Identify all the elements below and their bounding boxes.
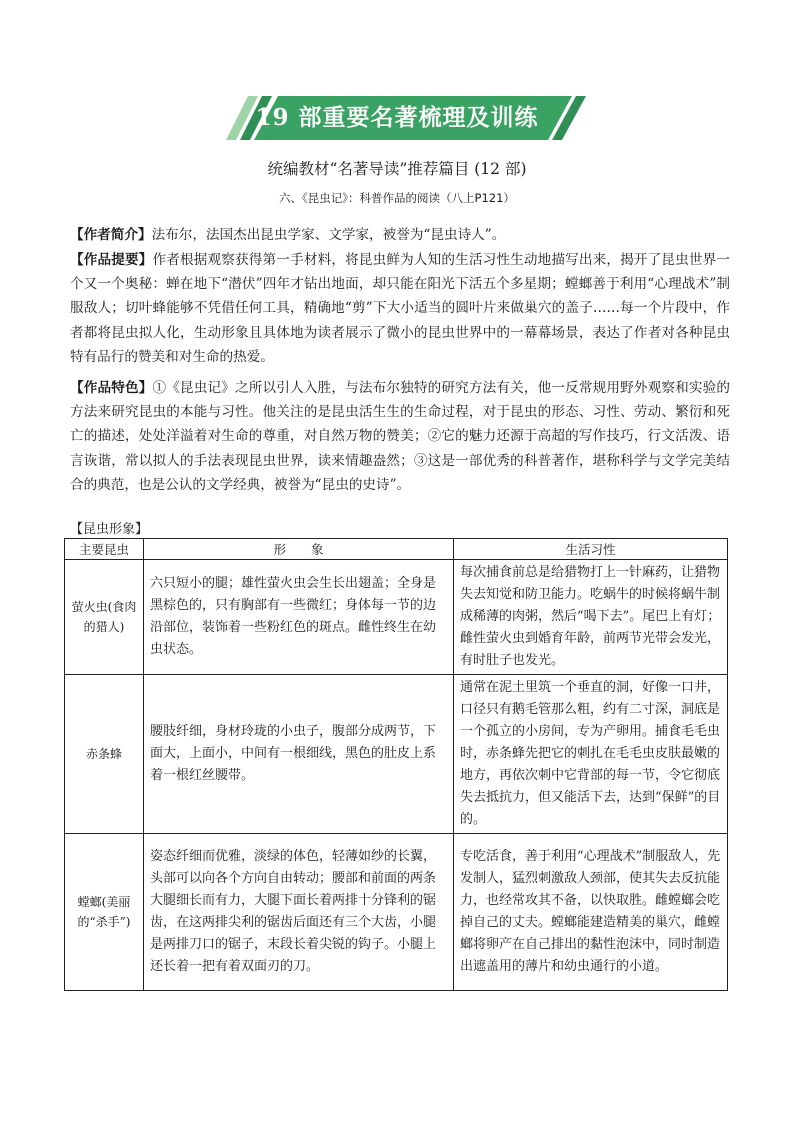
table-title: 【昆虫形象】 [70,522,149,537]
header-insect: 主要昆虫 [65,539,144,560]
work-summary-text: 作者根据观察获得第一手材料，将昆虫鲜为人知的生活习性生动地描写出来，揭开了昆虫世界一个又一个奥秘：蝉在地下“潜伏”四年才钻出地面，却只能在阳光下活五个多星期；螳螂善于利用“心理战术”制服敌人；切叶蜂能够不凭借任何工具，精确地“剪”下大小适当的圆叶片来做巢穴的盖子……每一个片段中，作者都将昆虫拟人化，生动形象且具体地为读者展示了微小的昆虫世界中的一幕幕场景，表达了作者对各种昆虫特有品行的赞美和对生命的热爱。 [70,252,731,365]
author-intro-label: 【作者简介】 [70,227,152,243]
table-header-row [65,539,728,560]
insect-habits: 专吃活食，善于利用“心理战术”制服敌人，先发制人，猛烈刺激敌人颈部，使其失去反抗能力，也经常攻其不备，以快取胜。雌螳螂会吃掉自己的丈夫。螳螂能建造精美的巢穴，雌螳螂将卵产在自己排出的黏性泡沫中，同时制造出遮盖用的薄片和幼虫通行的小道。 [454,834,728,991]
banner-title: 19 部重要名著梳理及训练 [255,104,539,131]
work-features [70,376,730,497]
insect-habits: 通常在泥土里筑一个垂直的洞，好像一口井，口径只有鹅毛管那么粗，约有二寸深，洞底是一个孤立的小房间，专为产卵用。捕食毛毛虫时，赤条蜂先把它的刺扎在毛毛虫皮肤最嫩的地方，再依次刺中它背部的每一节，令它彻底失去抵抗力，但又能活下去，达到“保鲜”的目的。 [454,675,728,834]
insect-name: 萤火虫(食肉的猎人) [65,560,144,675]
author-intro-text: 法布尔，法国杰出昆虫学家、文学家，被誉为“昆虫诗人”。 [151,227,506,243]
work-summary-label: 【作品提要】 [70,252,153,268]
insect-table [64,538,728,991]
insect-appearance: 六只短小的腿；雄性萤火虫会生长出翅盖；全身是黑棕色的，只有胸部有一些微红；身体每一节的边沿部位，装饰着一些粉红色的斑点。雌性终生在幼虫状态。 [144,560,454,675]
work-features-label: 【作品特色】 [70,380,153,396]
work-features-text: ①《昆虫记》之所以引人入胜，与法布尔独特的研究方法有关，他一反常规用野外观察和实验的方法来研究昆虫的本能与习性。他关注的是昆虫活生生的生命过程，对于昆虫的形态、习性、劳动、繁衍和死亡的描述，处处洋溢着对生命的尊重，对自然万物的赞美；②它的魅力还源于高超的写作技巧，行文活泼、语言诙谐，常以拟人的手法表现昆虫世界，读来情趣盎然；③这是一部优秀的科普著作，堪称科学与文学完美结合的典范，也是公认的文学经典，被誉为“昆虫的史诗”。 [70,380,731,493]
insect-appearance: 姿态纤细而优雅，淡绿的体色，轻薄如纱的长翼，头部可以向各个方向自由转动；腰部和前面的两条大腿细长而有力，大腿下面长着两排十分锋利的锯齿，在这两排尖利的锯齿后面还有三个大齿，小腿是两排刀口的锯子，末段长着尖锐的钩子。小腿上还长着一把有着双面刃的刀。 [144,834,454,991]
insect-name: 螳螂(美丽的“杀手”) [65,834,144,991]
table-row [65,675,728,834]
section-heading: 六、《昆虫记》：科普作品的阅读（八上P121） [279,191,515,205]
header-appearance: 形 象 [144,539,454,560]
page-subtitle: 统编教材“名著导读”推荐篇目 (12 部) [267,160,527,178]
table-row [65,834,728,991]
insect-name: 赤条蜂 [65,675,144,834]
header-habits: 生活习性 [454,539,728,560]
insect-habits: 每次捕食前总是给猎物打上一针麻药，让猎物失去知觉和防卫能力。吃蜗牛的时候将蜗牛制成稀薄的肉粥，然后“喝下去”。尾巴上有灯；雌性萤火虫到婚育年龄，前两节光带会发光，有时肚子也发光。 [454,560,728,675]
author-intro [70,223,730,247]
table-row [65,560,728,675]
insect-appearance: 腰肢纤细，身材玲珑的小虫子，腹部分成两节，下面大，上面小，中间有一根细线，黑色的肚皮上系着一根红丝腰带。 [144,675,454,834]
title-banner [0,96,794,140]
work-summary [70,248,730,369]
